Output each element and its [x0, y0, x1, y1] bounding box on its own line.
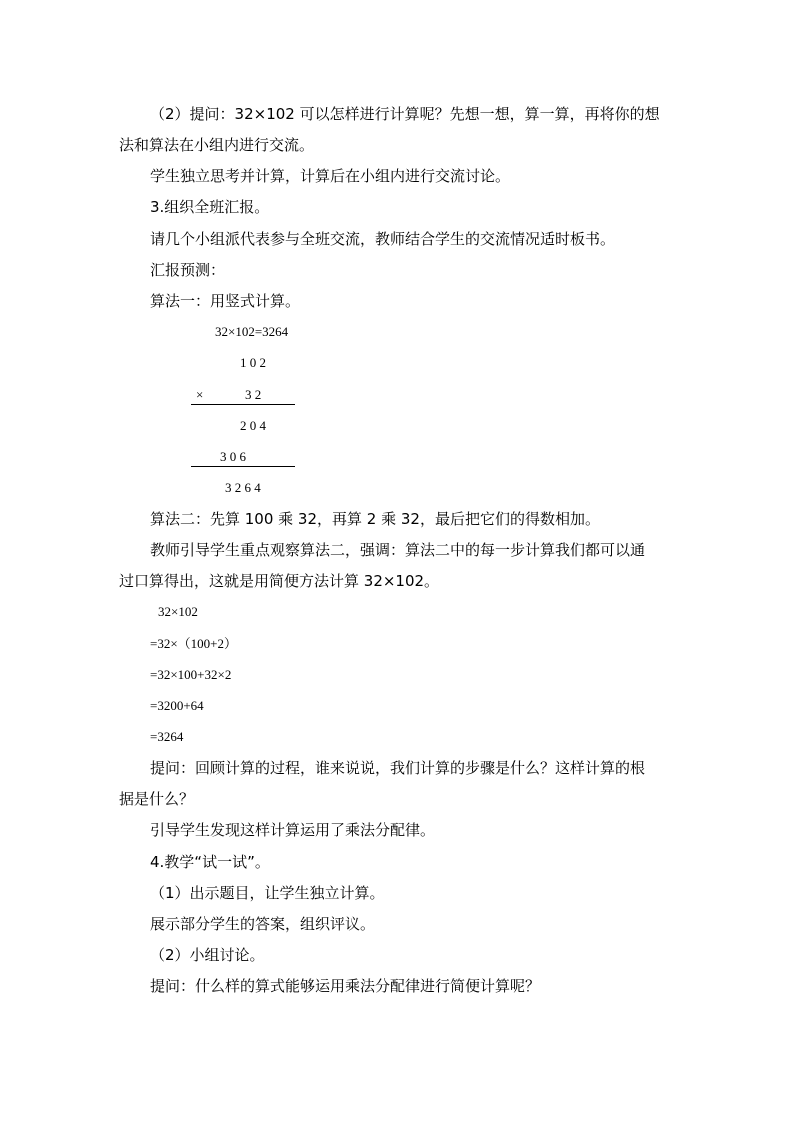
- question-2-line-1: （2）提问：32×102 可以怎样进行计算呢？先想一想，算一算，再将你的想: [150, 105, 660, 123]
- step-4-heading: 4.教学“试一试”。: [150, 853, 270, 871]
- show-answers-text: 展示部分学生的答案，组织评议。: [150, 915, 376, 933]
- vertical-equation: 32×102=3264: [215, 324, 289, 339]
- calc-step: 32×102: [158, 604, 198, 619]
- distributive-law-text: 引导学生发现这样计算运用了乘法分配律。: [150, 821, 436, 839]
- multiplicand: 1 0 2: [240, 355, 266, 370]
- partial-product-1: 2 0 4: [240, 418, 266, 433]
- try-item-2: （2）小组讨论。: [150, 946, 265, 964]
- final-question: 提问：什么样的算式能够运用乘法分配律进行简便计算呢？: [150, 977, 541, 995]
- try-item-1: （1）出示题目，让学生独立计算。: [150, 884, 385, 902]
- method-2-text: 算法二：先算 100 乘 32，再算 2 乘 32，最后把它们的得数相加。: [150, 510, 600, 528]
- step-3-heading: 3.组织全班汇报。: [150, 198, 270, 216]
- review-question-line-1: 提问：回顾计算的过程，谁来说说，我们计算的步骤是什么？这样计算的根: [150, 759, 646, 777]
- calc-step: =3264: [150, 729, 184, 744]
- partial-product-2: 3 0 6: [220, 449, 246, 464]
- multiplication-sign: ×: [196, 387, 204, 402]
- calc-step: =3200+64: [150, 698, 204, 713]
- vertical-result: 3 2 6 4: [225, 480, 261, 495]
- teacher-guide-line-2: 过口算得出，这就是用简便方法计算 32×102。: [119, 572, 440, 590]
- teacher-guide-line-1: 教师引导学生重点观察算法二，强调：算法二中的每一步计算我们都可以通: [150, 541, 646, 559]
- independent-thinking-text: 学生独立思考并计算，计算后在小组内进行交流讨论。: [150, 167, 511, 185]
- vertical-rule-2: [191, 466, 295, 467]
- review-question-line-2: 据是什么？: [119, 790, 195, 808]
- report-forecast-label: 汇报预测：: [150, 261, 226, 279]
- multiplier: 3 2: [245, 387, 262, 402]
- calc-step: =32×（100+2）: [150, 636, 237, 651]
- vertical-rule-1: [191, 404, 295, 405]
- calc-step: =32×100+32×2: [150, 667, 232, 682]
- question-2-line-2: 法和算法在小组内进行交流。: [119, 136, 315, 154]
- step-3-description: 请几个小组派代表参与全班交流，教师结合学生的交流情况适时板书。: [150, 230, 616, 248]
- method-1-heading: 算法一：用竖式计算。: [150, 292, 301, 310]
